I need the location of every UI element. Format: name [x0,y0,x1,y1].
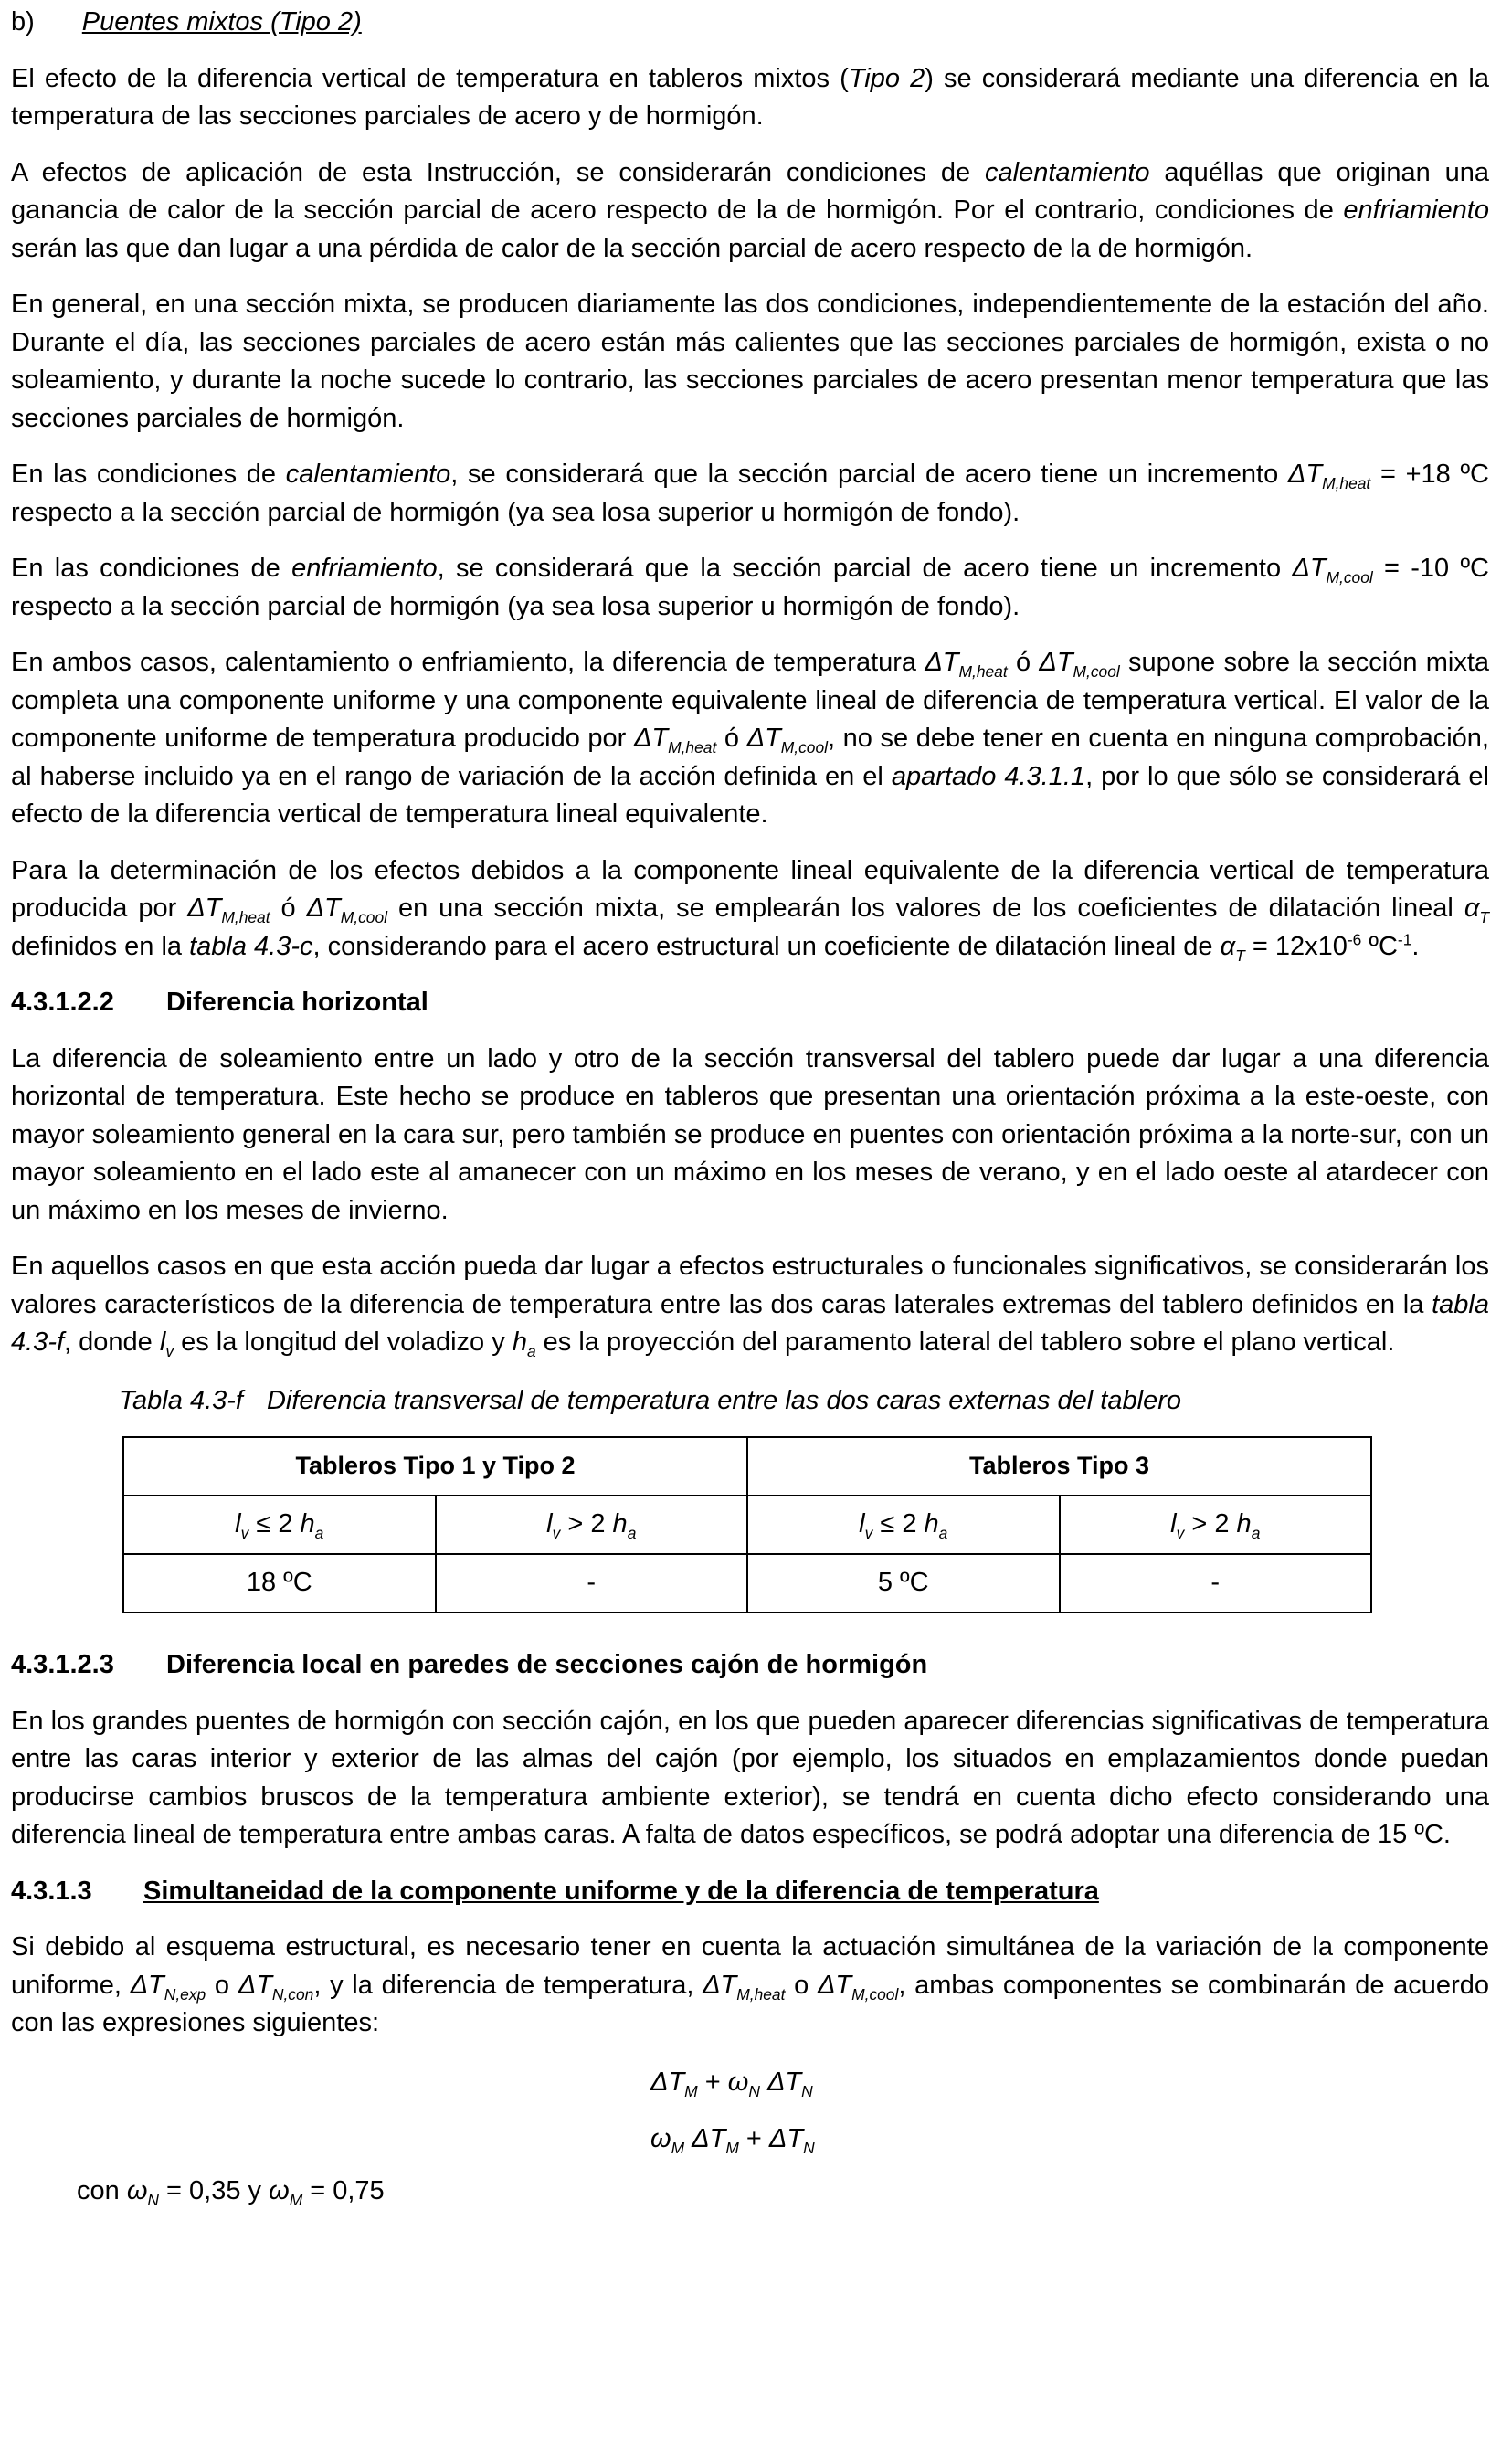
formula-2: $\omega_M$ $\Delta T_M + \Delta T_N$ [650,2123,815,2157]
table-condition-row [123,1496,1371,1554]
table-value-row [123,1554,1371,1613]
coefficients-line: con $\omega_N = 0,35$ y $\omega_M = 0,75$ [77,2175,385,2209]
paragraph-11: Si debido al esquema estructural, es necesario tener en cuenta la actuación simultánea de la variación de la componente uniforme, $\Delta T_{N,exp}$ o $\Delta T_{N,con}$, y la diferencia de temperatura, $\Delta T_{M,heat}$ o $\Delta T_{M,cool}$, ambas componentes se combinarán de acuerdo con las expresiones siguientes: [11,1932,1489,2037]
formula-1: $\Delta T_M + \omega_N$ $\Delta T_N$ [650,2067,813,2100]
table-cell: - [436,1554,748,1613]
cond-le: $l_v \le 2$ $h_a$ [747,1496,1060,1554]
cond-gt: $l_v > 2$ $h_a$ [1060,1496,1372,1554]
paragraph-8: La diferencia de soleamiento entre un lado y otro de la sección transversal del tablero puede dar lugar a una diferencia horizontal de temperatura. Este hecho se produce en tableros que presentan una orientación próxima a la este-oeste, con mayor soleamiento general en la cara sur, pero también se produce en puentes con orientación próxima a la norte-sur, con un mayor soleamiento en el lado este al amanecer con un máximo en los meses de verano, y en el lado oeste al atardecer con un máximo en los meses de invierno. [11,1043,1489,1225]
temperature-table [122,1436,1372,1613]
section-title-text: Puentes mixtos (Tipo 2) [81,7,362,37]
paragraph-4: En las condiciones de calentamiento, se considerará que la sección parcial de acero tiene un incremento $\Delta T_{M,heat} = +18$ ºC respecto a la sección parcial de hormigón (ya sea losa superior u hormigón de fondo). [11,460,1490,527]
paragraph-10: En los grandes puentes de hormigón con sección cajón, en los que pueden aparecer diferencias significativas de temperatura entre las caras interior y exterior de las almas del cajón (por ejemplo, los situados en emplazamientos donde puedan producirse cambios bruscos de la temperatura ambiente exterior), se tendrá en cuenta dicho efecto considerando una diferencia lineal de temperatura entre ambas caras. A falta de datos específicos, se podrá adoptar una diferencia de 15 ºC. [11,1706,1489,1849]
cond-le: $l_v \le 2$ $h_a$ [123,1496,436,1554]
paragraph-5: En las condiciones de enfriamiento, se considerará que la sección parcial de acero tiene un incremento $\Delta T_{M,cool} = -10$ ºC respecto a la sección parcial de hormigón (ya sea losa superior u hormigón de fondo). [11,554,1489,621]
table-cell: 5 ºC [747,1554,1060,1613]
paragraph-7: Para la determinación de los efectos debidos a la componente lineal equivalente de la diferencia vertical de temperatura producida por $\Delta T_{M,heat}$ ó $\Delta T_{M,cool}$ en una sección mixta, se emplearán los valores de los coeficientes de dilatación lineal $\alpha_T$ definidos en la tabla 4.3-c, considerando para el acero estructural un coeficiente de dilatación lineal de $\alpha_T = 12x10^{-6}$ ºC$^{-1}$. [11,855,1489,965]
paragraph-1: El efecto de la diferencia vertical de temperatura en tableros mixtos (Tipo 2) se considerará mediante una diferencia en la temperatura de las secciones parciales de acero y de hormigón. [11,63,1489,131]
heading-4-3-1-2-2: 4.3.1.2.2 Diferencia horizontal [11,988,428,1017]
table-group-header-1: Tableros Tipo 1 y Tipo 2 [123,1437,747,1496]
heading-4-3-1-2-3: 4.3.1.2.3 Diferencia local en paredes de secciones cajón de hormigón [11,1650,928,1679]
cond-gt: $l_v > 2$ $h_a$ [436,1496,748,1554]
table-group-header-2: Tableros Tipo 3 [747,1437,1371,1496]
table-cell: - [1060,1554,1372,1613]
table-caption: Tabla 4.3-f Diferencia transversal de temperatura entre las dos caras externas del tablero [119,1385,1181,1415]
paragraph-9: En aquellos casos en que esta acción pueda dar lugar a efectos estructurales o funcionales significativos, se considerarán los valores característicos de la diferencia de temperatura entre las dos caras laterales extremas del tablero definidos en la tabla 4.3-f, donde $l_v$ es la longitud del voladizo y $h_a$ es la proyección del paramento lateral del tablero sobre el plano vertical. [11,1252,1489,1360]
table-cell: 18 ºC [123,1554,436,1613]
heading-4-3-1-3: 4.3.1.3 Simultaneidad de la componente uniforme y de la diferencia de temperatura [11,1876,1099,1906]
paragraph-3: En general, en una sección mixta, se producen diariamente las dos condiciones, independientemente de la estación del año. Durante el día, las secciones parciales de acero están más calientes que las secciones parciales de hormigón, exista o no soleamiento, y durante la noche sucede lo contrario, las secciones parciales de acero presentan menor temperatura que las secciones parciales de hormigón. [11,290,1489,433]
combination-formulas [650,2054,1489,2167]
section-title: b) Puentes mixtos (Tipo 2) [11,7,362,37]
paragraph-6: En ambos casos, calentamiento o enfriamiento, la diferencia de temperatura $\Delta T_{M,heat}$ ó $\Delta T_{M,cool}$ supone sobre la sección mixta completa una componente uniforme y una componente equivalente lineal de diferencia de temperatura vertical. El valor de la componente uniforme de temperatura producido por $\Delta T_{M,heat}$ ó $\Delta T_{M,cool}$, no se debe tener en cuenta en ninguna comprobación, al haberse incluido ya en el rango de variación de la acción definida en el apartado 4.3.1.1, por lo que sólo se considerará el efecto de la diferencia vertical de temperatura lineal equivalente. [11,648,1490,829]
paragraph-2: A efectos de aplicación de esta Instrucción, se considerarán condiciones de calentamiento aquéllas que originan una ganancia de calor de la sección parcial de acero respecto de la de hormigón. Por el contrario, condiciones de enfriamiento serán las que dan lugar a una pérdida de calor de la sección parcial de acero respecto de la de hormigón. [11,157,1489,263]
document-page [11,4,1489,2210]
